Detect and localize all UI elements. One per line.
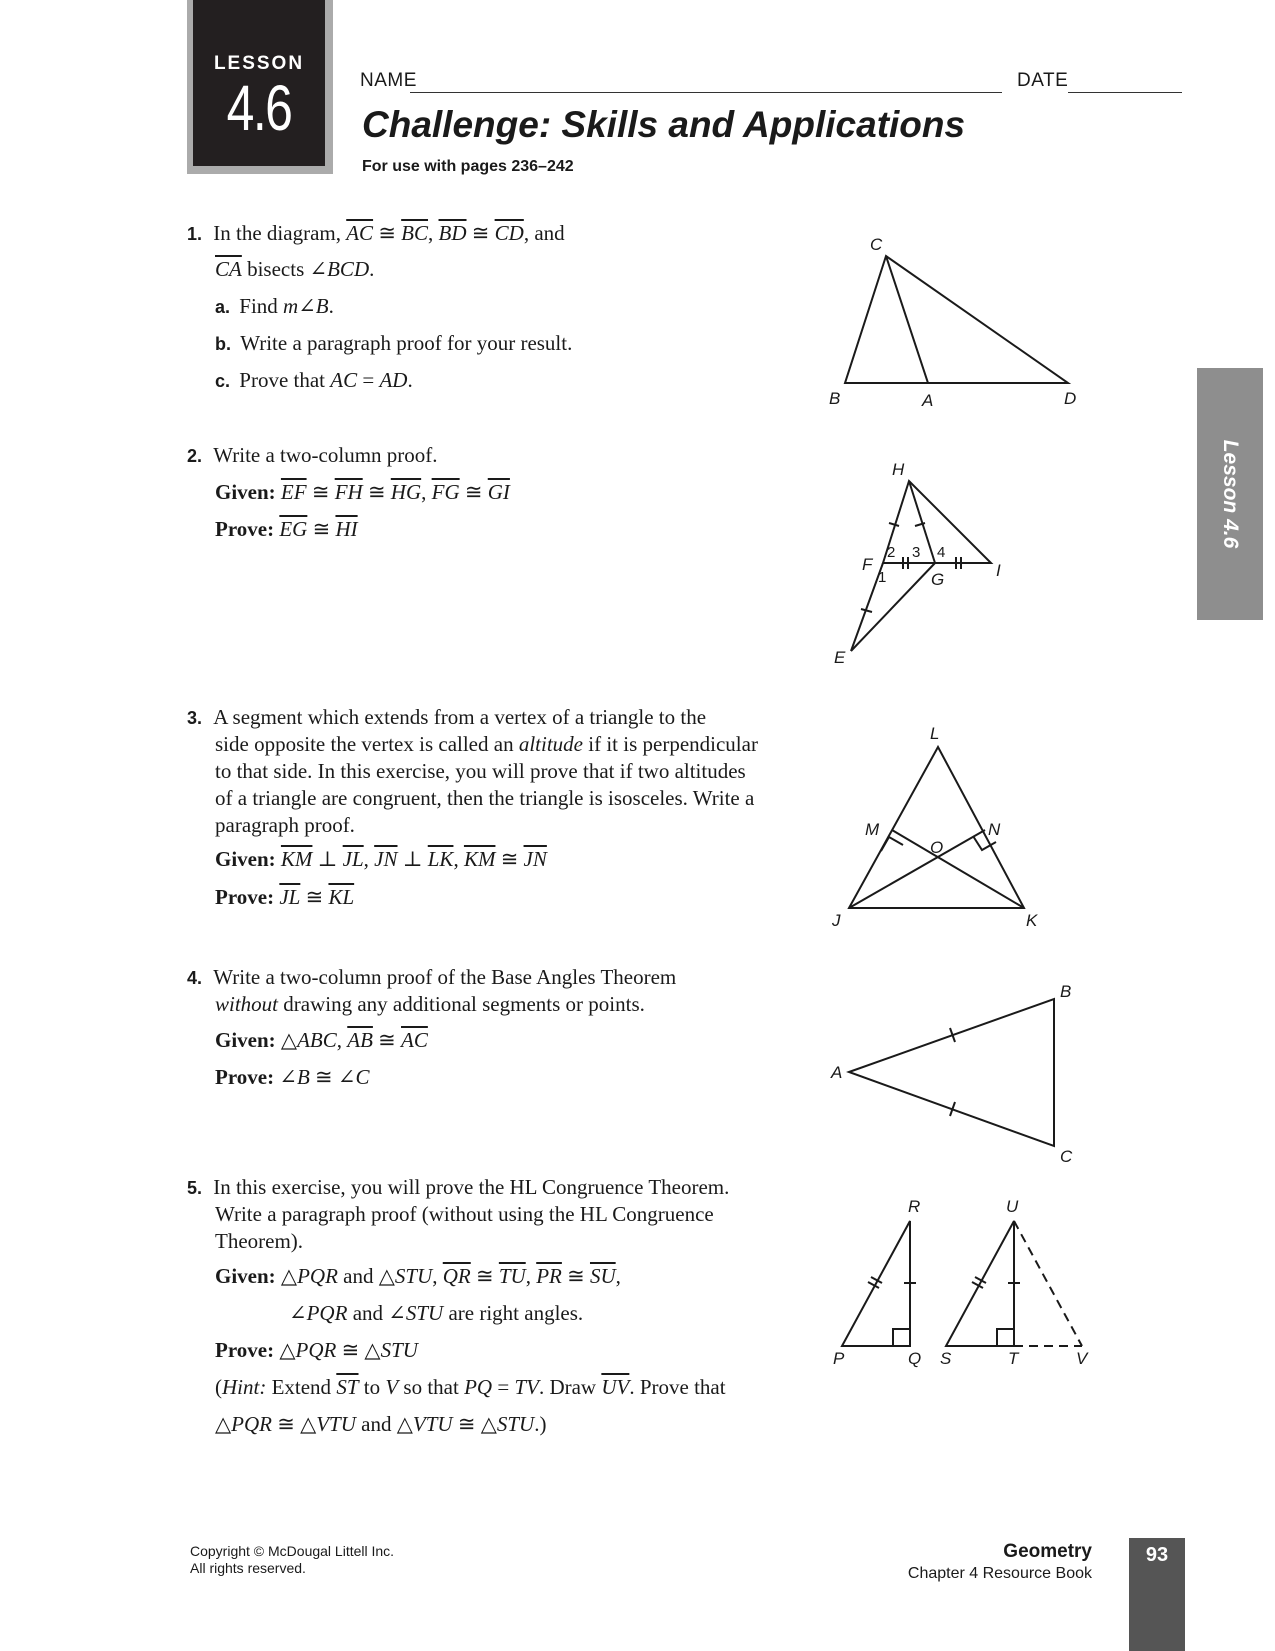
segment: $\overline{TU}$: [498, 1264, 526, 1288]
label-g: G: [931, 570, 945, 589]
angle-name: B: [296, 1065, 310, 1089]
label-q: Q: [908, 1349, 922, 1368]
segment: $\overline{UV}$: [601, 1375, 630, 1399]
segment: $\overline{EF}$: [280, 480, 307, 504]
diagram-4: [849, 999, 1054, 1146]
symbol: ,: [453, 847, 464, 871]
q2-number: 2.: [187, 446, 203, 466]
part-label: c.: [215, 371, 231, 391]
segment: $\overline{GI}$: [487, 480, 510, 504]
symbol: .): [534, 1412, 547, 1436]
segment: $\overline{AB}$: [347, 1028, 373, 1052]
q1c-text: AD: [379, 368, 408, 392]
q1a-text: Find: [239, 294, 284, 318]
symbol: ∠: [289, 1301, 307, 1325]
q5-text: to: [358, 1375, 386, 1399]
name-label: NAME: [360, 70, 417, 91]
q1b-text: Write a paragraph proof for your result.: [240, 331, 573, 355]
segment: $\overline{JN}$: [374, 847, 398, 871]
right-angle-mark: [893, 1329, 910, 1346]
triangle-name: STU: [496, 1412, 535, 1436]
q5-line-2: Write a paragraph proof (without using the HL Congruence: [215, 1202, 714, 1226]
q1-number: 1.: [187, 224, 203, 244]
q2-text: Write a two-column proof.: [213, 443, 438, 467]
symbol: ,: [525, 1264, 537, 1288]
q1-text: In the diagram,: [213, 221, 347, 245]
q3-line-5: paragraph proof.: [215, 813, 355, 837]
q1c-text: Prove that: [239, 368, 331, 392]
q5-text: . Draw: [538, 1375, 602, 1399]
symbol: ,: [363, 847, 375, 871]
angle-name: BCD: [327, 257, 370, 281]
symbol: △: [280, 1264, 298, 1288]
given-label: Given:: [215, 847, 276, 871]
angle-number-2: 2: [887, 544, 896, 561]
q3-term: altitude: [518, 732, 583, 756]
label-b: B: [1060, 982, 1072, 1001]
segment: $\overline{EG}$: [279, 517, 308, 541]
label-u: U: [1006, 1197, 1019, 1216]
symbol: ≅: [372, 1028, 402, 1052]
angle-name: STU: [405, 1301, 444, 1325]
segment: $\overline{CD}$: [494, 221, 524, 245]
q5-text: so that: [398, 1375, 465, 1399]
symbol: ≅: [306, 480, 335, 504]
q4-text: Write a two-column proof of the Base Angles Theorem: [213, 965, 677, 989]
label-a: A: [922, 391, 934, 410]
label-a: A: [831, 1063, 843, 1082]
symbol: △: [215, 1412, 232, 1436]
q5-text: Extend: [266, 1375, 337, 1399]
segment-ca: [886, 256, 928, 383]
q5-text: In this exercise, you will prove the HL Congruence Theorem.: [213, 1175, 730, 1199]
q5-text: are right angles.: [443, 1301, 584, 1325]
label-i: I: [996, 561, 1001, 580]
angle-name: C: [355, 1065, 370, 1089]
prove-label: Prove:: [215, 885, 275, 909]
point-name: V: [385, 1375, 399, 1399]
segment: $\overline{JN}$: [523, 847, 547, 871]
q1a-text: .: [328, 294, 334, 318]
symbol: ≅: [495, 847, 524, 871]
part-label: a.: [215, 297, 231, 317]
triangle-name: STU: [380, 1338, 418, 1362]
segment: $\overline{SU}$: [589, 1264, 616, 1288]
q1-text: .: [369, 257, 375, 281]
q5-line-3: Theorem).: [215, 1229, 304, 1253]
q5-number: 5.: [187, 1178, 203, 1198]
symbol: and △: [337, 1264, 395, 1288]
angle-name: PQR: [306, 1301, 348, 1325]
symbol: ,: [421, 480, 432, 504]
label-k: K: [1026, 911, 1038, 930]
segment: $\overline{AC}$: [401, 1028, 428, 1052]
triangle-pqr: [842, 1221, 910, 1346]
triangle-name: VTU: [316, 1412, 356, 1436]
lesson-label: LESSON: [213, 53, 305, 74]
q3-text: side opposite the vertex is called an: [215, 732, 519, 756]
q3-number: 3.: [187, 708, 203, 728]
book-subtitle: Chapter 4 Resource Book: [907, 1565, 1092, 1582]
q1-text: bisects ∠: [241, 257, 328, 281]
triangle-stu: [946, 1221, 1014, 1346]
diagram-4-labels: [830, 982, 1073, 1166]
diagram-5: [842, 1221, 1082, 1346]
q3-text: A segment which extends from a vertex of a triangle to the: [213, 705, 707, 729]
page-number-box: [1129, 1538, 1185, 1651]
symbol: ≅ △: [336, 1338, 381, 1362]
label-d: D: [1064, 389, 1077, 408]
label-j: J: [832, 911, 841, 930]
symbol: (: [215, 1375, 222, 1399]
symbol: ≅: [470, 1264, 499, 1288]
given-label: Given:: [215, 480, 276, 504]
triangle-name: STU: [394, 1264, 433, 1288]
symbol: ∠: [279, 1065, 297, 1089]
symbol: ⊥: [312, 847, 343, 871]
q1c-text: .: [407, 368, 413, 392]
segment-name: PQ: [464, 1375, 493, 1399]
segment: $\overline{BD}$: [438, 221, 467, 245]
triangle-name: PQR: [231, 1412, 272, 1436]
q4-number: 4.: [187, 968, 203, 988]
label-c: C: [1060, 1147, 1073, 1166]
diagram-5-labels: [833, 1197, 1089, 1368]
segment: $\overline{AC}$: [346, 221, 374, 245]
angle-number-3: 3: [912, 544, 921, 561]
segment: $\overline{LK}$: [427, 847, 454, 871]
symbol: ≅: [561, 1264, 590, 1288]
prove-label: Prove:: [215, 1065, 275, 1089]
given-label: Given:: [215, 1264, 276, 1288]
triangle-name: PQR: [295, 1338, 337, 1362]
triangle-abc: [849, 999, 1054, 1146]
symbol: ≅: [300, 885, 329, 909]
q3-line-3: to that side. In this exercise, you will prove that if two altitudes: [215, 759, 746, 783]
prove-label: Prove:: [215, 1338, 275, 1362]
segment: $\overline{KM}$: [463, 847, 496, 871]
segment: $\overline{FG}$: [431, 480, 460, 504]
symbol: ≅: [373, 221, 402, 245]
angle-number-1: 1: [878, 569, 887, 586]
page-title: Challenge: Skills and Applications: [362, 104, 966, 145]
symbol: ≅ △: [452, 1412, 497, 1436]
label-v: V: [1076, 1349, 1088, 1368]
label-b: B: [829, 389, 841, 408]
copyright: [190, 1543, 394, 1577]
diagram-1: [845, 256, 1068, 383]
label-l: L: [930, 724, 940, 743]
given-label: Given:: [215, 1028, 276, 1052]
label-c: C: [870, 235, 883, 254]
symbol: and ∠: [347, 1301, 406, 1325]
triangle-name: ABC: [297, 1028, 337, 1052]
copyright-line: Copyright © McDougal Littell Inc.: [190, 1543, 395, 1559]
q4-emphasis: without: [215, 992, 279, 1016]
segment: $\overline{KL}$: [328, 885, 355, 909]
label-e: E: [834, 648, 846, 667]
segment: $\overline{JL}$: [342, 847, 364, 871]
q1-text: , and: [523, 221, 565, 245]
symbol: ≅: [307, 517, 336, 541]
book-title: Geometry: [1003, 1541, 1092, 1562]
right-angle-mark: [881, 837, 903, 851]
segment-name: TV: [514, 1375, 539, 1399]
symbol: ≅: [459, 480, 488, 504]
symbol: ,: [336, 1028, 348, 1052]
symbol: ≅: [362, 480, 391, 504]
label-t: T: [1008, 1349, 1019, 1368]
segment: $\overline{PR}$: [536, 1264, 562, 1288]
segment-uv-dashed: [1014, 1221, 1082, 1346]
segment: $\overline{FH}$: [334, 480, 363, 504]
label-r: R: [908, 1197, 921, 1216]
part-label: b.: [215, 334, 231, 354]
symbol: ⊥: [397, 847, 428, 871]
segment-jn: [849, 830, 985, 908]
symbol: =: [492, 1375, 515, 1399]
symbol: ≅ ∠: [309, 1065, 356, 1089]
segment: $\overline{QR}$: [442, 1264, 471, 1288]
q1a-text: m∠B: [283, 294, 329, 318]
triangle-bcd: [845, 256, 1068, 383]
segment-ge: [851, 563, 935, 651]
rights-line: All rights reserved.: [190, 1559, 306, 1576]
label-f: F: [862, 555, 873, 574]
triangle-name: PQR: [297, 1264, 338, 1288]
date-label: DATE: [1017, 70, 1069, 91]
right-angle-mark: [997, 1329, 1014, 1346]
segment: $\overline{HI}$: [335, 517, 358, 541]
segment: $\overline{HG}$: [390, 480, 422, 504]
label-o: O: [930, 838, 944, 857]
symbol: △: [279, 1338, 296, 1362]
angle-number-4: 4: [937, 544, 946, 561]
label-m: M: [865, 820, 880, 839]
lesson-number: 4.6: [226, 72, 292, 144]
segment: $\overline{BC}$: [401, 221, 429, 245]
q3-text: if it is perpendicular: [583, 732, 758, 756]
hint-label: Hint:: [222, 1375, 267, 1399]
q1c-text: =: [357, 368, 380, 392]
label-h: H: [892, 460, 905, 479]
prove-label: Prove:: [215, 517, 275, 541]
symbol: ,: [432, 1264, 443, 1288]
symbol: △: [280, 1028, 298, 1052]
q4-text: drawing any additional segments or points.: [278, 992, 645, 1016]
label-p: P: [833, 1349, 845, 1368]
segment: $\overline{CA}$: [215, 257, 242, 281]
label-s: S: [940, 1349, 952, 1368]
label-n: N: [988, 820, 1001, 839]
page-number: 93: [1145, 1544, 1169, 1566]
segment: $\overline{ST}$: [336, 1375, 359, 1399]
symbol: and △: [355, 1412, 413, 1436]
page-subtitle: For use with pages 236–242: [362, 158, 574, 175]
symbol: ,: [428, 221, 439, 245]
segment: $\overline{JL}$: [279, 885, 301, 909]
symbol: ≅ △: [271, 1412, 317, 1436]
triangle-name: VTU: [412, 1412, 453, 1436]
symbol: ,: [615, 1264, 621, 1288]
symbol: ≅: [466, 221, 495, 245]
segment: $\overline{KM}$: [280, 847, 313, 871]
q1c-text: AC: [330, 368, 358, 392]
side-tab-label: Lesson 4.6: [1219, 439, 1242, 549]
q5-text: . Prove that: [629, 1375, 726, 1399]
q3-line-4: of a triangle are congruent, then the triangle is isosceles. Write a: [215, 786, 755, 810]
